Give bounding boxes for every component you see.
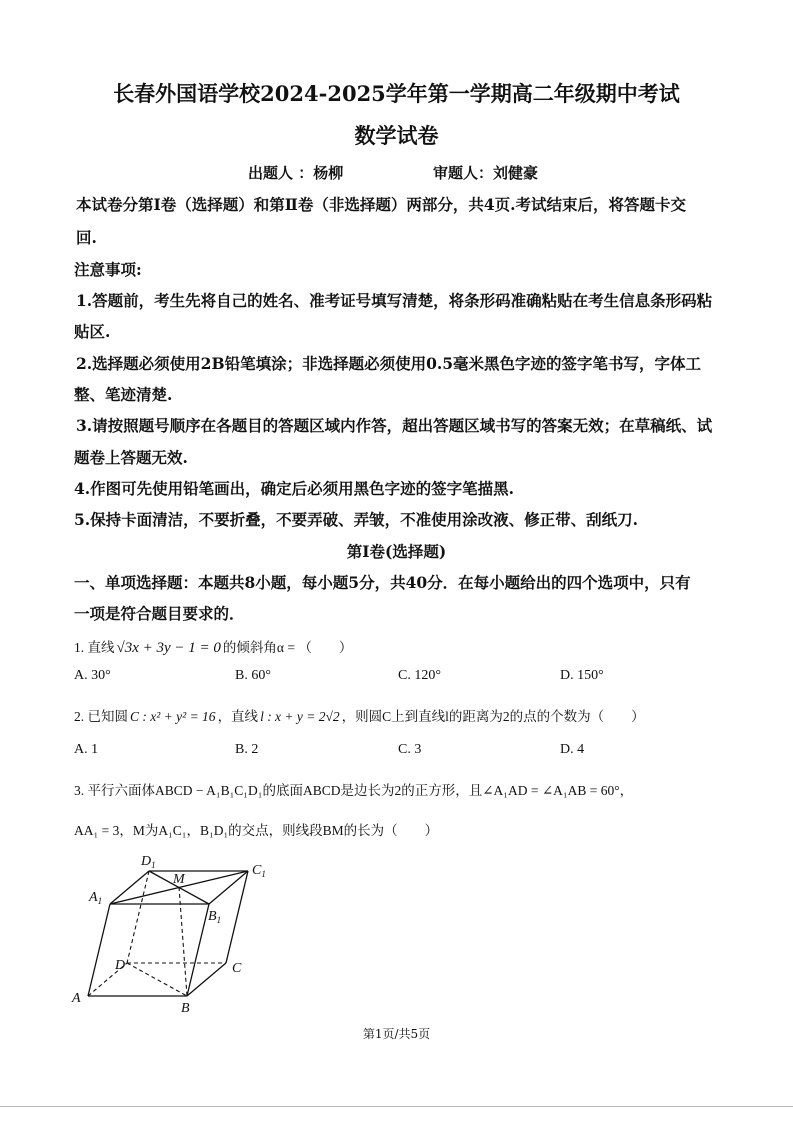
edge-b1-b: [187, 904, 209, 996]
bottom-divider: [0, 1106, 793, 1107]
intro-line-1: 本试卷分第Ⅰ卷（选择题）和第Ⅱ卷（非选择题）两部分，共4页.考试结束后，将答题卡交: [76, 195, 686, 214]
q2-line: l : x + y = 2√2: [260, 709, 340, 724]
hidden-edge-d1-d: [127, 871, 149, 963]
label-m: M: [173, 872, 185, 887]
q1-option-c: C. 120°: [398, 668, 441, 683]
q1-option-b: B. 60°: [235, 668, 271, 683]
question-3-line-2: AA₁ = 3，M为A₁C₁，B₁D₁的交点，则线段BM的长为（ ）: [74, 823, 439, 838]
q1-formula: √3x + 3y − 1 = 0: [116, 640, 221, 656]
label-d1: $D_1$: [141, 854, 156, 870]
q1-tail: 的倾斜角α = （ ）: [222, 640, 353, 655]
label-b1: $B_1$: [208, 909, 222, 925]
note-2b: 整、笔迹清楚.: [74, 385, 173, 404]
page-footer: 第1页/共5页: [362, 1027, 431, 1041]
label-a1: $A_1$: [89, 890, 103, 906]
question-2: [74, 705, 645, 725]
label-b: B: [181, 1001, 190, 1016]
section-instr-2: 一项是符合题目要求的．: [74, 604, 245, 623]
note-3a: 3.请按照题号顺序在各题目的答题区域内作答，超出答题区域书写的答案无效；在草稿纸、试: [76, 416, 713, 435]
intro-line-2: 回.: [76, 228, 97, 247]
note-3b: 题卷上答题无效.: [74, 448, 188, 467]
question-3-line-1: 3. 平行六面体ABCD − A₁B₁C₁D₁的底面ABCD是边长为2的正方形，且∠A₁AD = ∠A₁AB = 60°，: [74, 783, 634, 798]
section-heading: 第Ⅰ卷(选择题): [346, 542, 447, 561]
note-2a: 2.选择题必须使用2B铅笔填涂；非选择题必须使用0.5毫米黑色字迹的签字笔书写，字体工: [76, 354, 702, 373]
q2-option-a: A. 1: [74, 742, 99, 757]
exam-title: 长春外国语学校2024-2025学年第一学期高二年级期中考试: [113, 81, 680, 106]
hidden-diag-d-b: [127, 963, 187, 996]
q2-number: 2. 已知圆: [74, 709, 128, 724]
parallelepiped-figure: [60, 848, 290, 1018]
note-4: 4.作图可先使用铅笔画出，确定后必须用黑色字迹的签字笔描黑.: [74, 479, 515, 498]
edge-a1-a: [88, 904, 110, 996]
q1-option-d: D. 150°: [560, 668, 604, 683]
q2-circle: C : x² + y² = 16: [130, 709, 216, 724]
q1-option-a: A. 30°: [74, 668, 111, 683]
note-1a: 1.答题前，考生先将自己的姓名、准考证号填写清楚，将条形码准确粘贴在考生信息条形码粘: [76, 291, 713, 310]
reviewer-label: 审题人：刘健豪: [433, 164, 539, 182]
label-c: C: [232, 961, 242, 976]
note-5: 5.保持卡面清洁，不要折叠，不要弄破、弄皱，不准使用涂改液、修正带、刮纸刀.: [74, 510, 639, 529]
hidden-segment-b-m: [179, 887, 187, 996]
q2-option-b: B. 2: [235, 742, 259, 757]
edge-c1-c: [226, 871, 248, 963]
q2-tail: ，则圆C上到直线l的距离为2的点的个数为（ ）: [341, 709, 645, 724]
q1-number: 1. 直线: [74, 640, 115, 655]
label-c1: $C_1$: [252, 863, 266, 879]
question-1: [74, 636, 352, 657]
exam-subtitle: 数学试卷: [354, 123, 439, 148]
label-a: A: [72, 991, 81, 1006]
notes-heading: 注意事项:: [74, 260, 142, 279]
q2-option-d: D. 4: [560, 742, 585, 757]
label-d: D: [115, 958, 126, 973]
q2-mid: ，直线: [217, 709, 259, 724]
note-1b: 贴区.: [74, 322, 111, 341]
q2-option-c: C. 3: [398, 742, 422, 757]
section-instr-1: 一、单项选择题：本题共8小题，每小题5分，共40分．在每小题给出的四个选项中，只有: [74, 573, 691, 592]
edge-b-c: [187, 963, 226, 996]
author-label: 出题人 ：杨柳: [248, 164, 344, 182]
